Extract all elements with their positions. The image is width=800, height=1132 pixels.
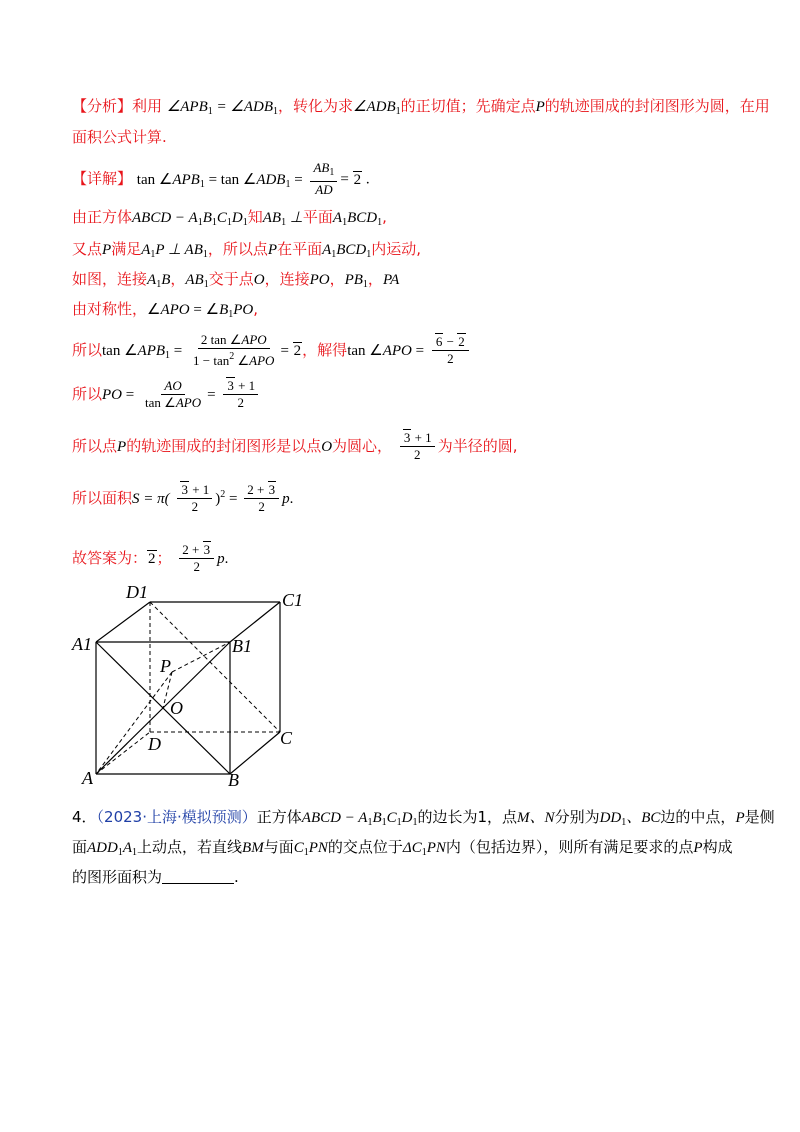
label-a: A [82, 768, 93, 788]
detail-line-3: 又点P满足$A_1P$ ⊥ $AB_1$，所以点P在平面$A_1BCD_1$内运动, [72, 240, 422, 260]
detail-line-7: 所以PO = $\frac{AO}{\text{tan ∠APO}}$ = $\frac{3 + 1}{2}$ [72, 378, 261, 411]
question-line-1: 4．（2023·上海·模拟预测）正方体ABCD − $A_1B_1C_1D_1$的边长为1，点M、N分别为$DD_1$、BC边的中点，P是侧 [72, 808, 775, 828]
label-d1: D1 [126, 582, 148, 602]
detail-line-8: 所以点P的轨迹围成的封闭图形是以点O为圆心， $\frac{3 + 1}{2}$ 为半径的圆, [72, 430, 518, 462]
detail-line-6: 所以$\tan \angle APB_1$ = $\frac{\text{2 tan ∠APO}}{1 - \tan^2 \angle APO}$ = 2，解得tan ∠APO = $\frac{6 - 2}{2}$ [72, 332, 472, 369]
question-number: 4． [72, 808, 97, 826]
detail-line-1: 【详解】 $\tan \angle APB_1 = \tan$ $\angle ADB_1$ = $\frac{AB_1}{AD}$ = 2 . [72, 160, 370, 197]
analysis-line-2: 面积公式计算. [72, 128, 167, 146]
analysis-line-1: 【分析】利用 $\angle APB_1$ = $\angle ADB_1$，转化为求$\angle ADB_1$的正切值；先确定点P的轨迹围成的封闭图形为圆，在用 [72, 97, 770, 117]
question-line-2: 面$ADD_1A_1$上动点，若直线BM与面$C_1PN$的交点位于$\Delta C_1PN$内（包括边界），则所有满足要求的点P构成 [72, 838, 733, 858]
cube-figure [60, 580, 320, 790]
label-b1: B1 [232, 636, 252, 656]
label-d: D [148, 734, 161, 754]
label-o: O [170, 698, 183, 718]
answer-blank[interactable] [162, 869, 234, 884]
detail-line-10: 故答案为：2； $\frac{2 + 3}{2}$ p. [72, 542, 229, 574]
detail-line-2: 由正方体ABCD − $A_1B_1C_1D_1$知$AB_1$ ⊥平面$A_1BCD_1$, [72, 208, 387, 228]
analysis-tag: 【分析】 [72, 97, 133, 115]
question-line-3: 的图形面积为 . [72, 868, 239, 886]
label-c1: C1 [282, 590, 304, 610]
label-c: C [280, 728, 293, 748]
detail-line-5: 由对称性，∠APO = $\angle B_1PO$, [72, 300, 259, 320]
detail-line-9: 所以面积S = π( $\frac{3 + 1}{2}$ )$^2$ = $\frac{2 + 3}{2}$ p. [72, 482, 294, 514]
label-a1: A1 [72, 634, 92, 654]
question-source: （2023·上海·模拟预测） [96, 808, 257, 826]
detail-line-4: 如图，连接$A_1B$，$AB_1$交于点O，连接PO，$PB_1$，PA [72, 270, 400, 290]
detail-tag: 【详解】 [72, 169, 133, 188]
label-p: P [160, 656, 171, 676]
label-b: B [228, 770, 239, 790]
